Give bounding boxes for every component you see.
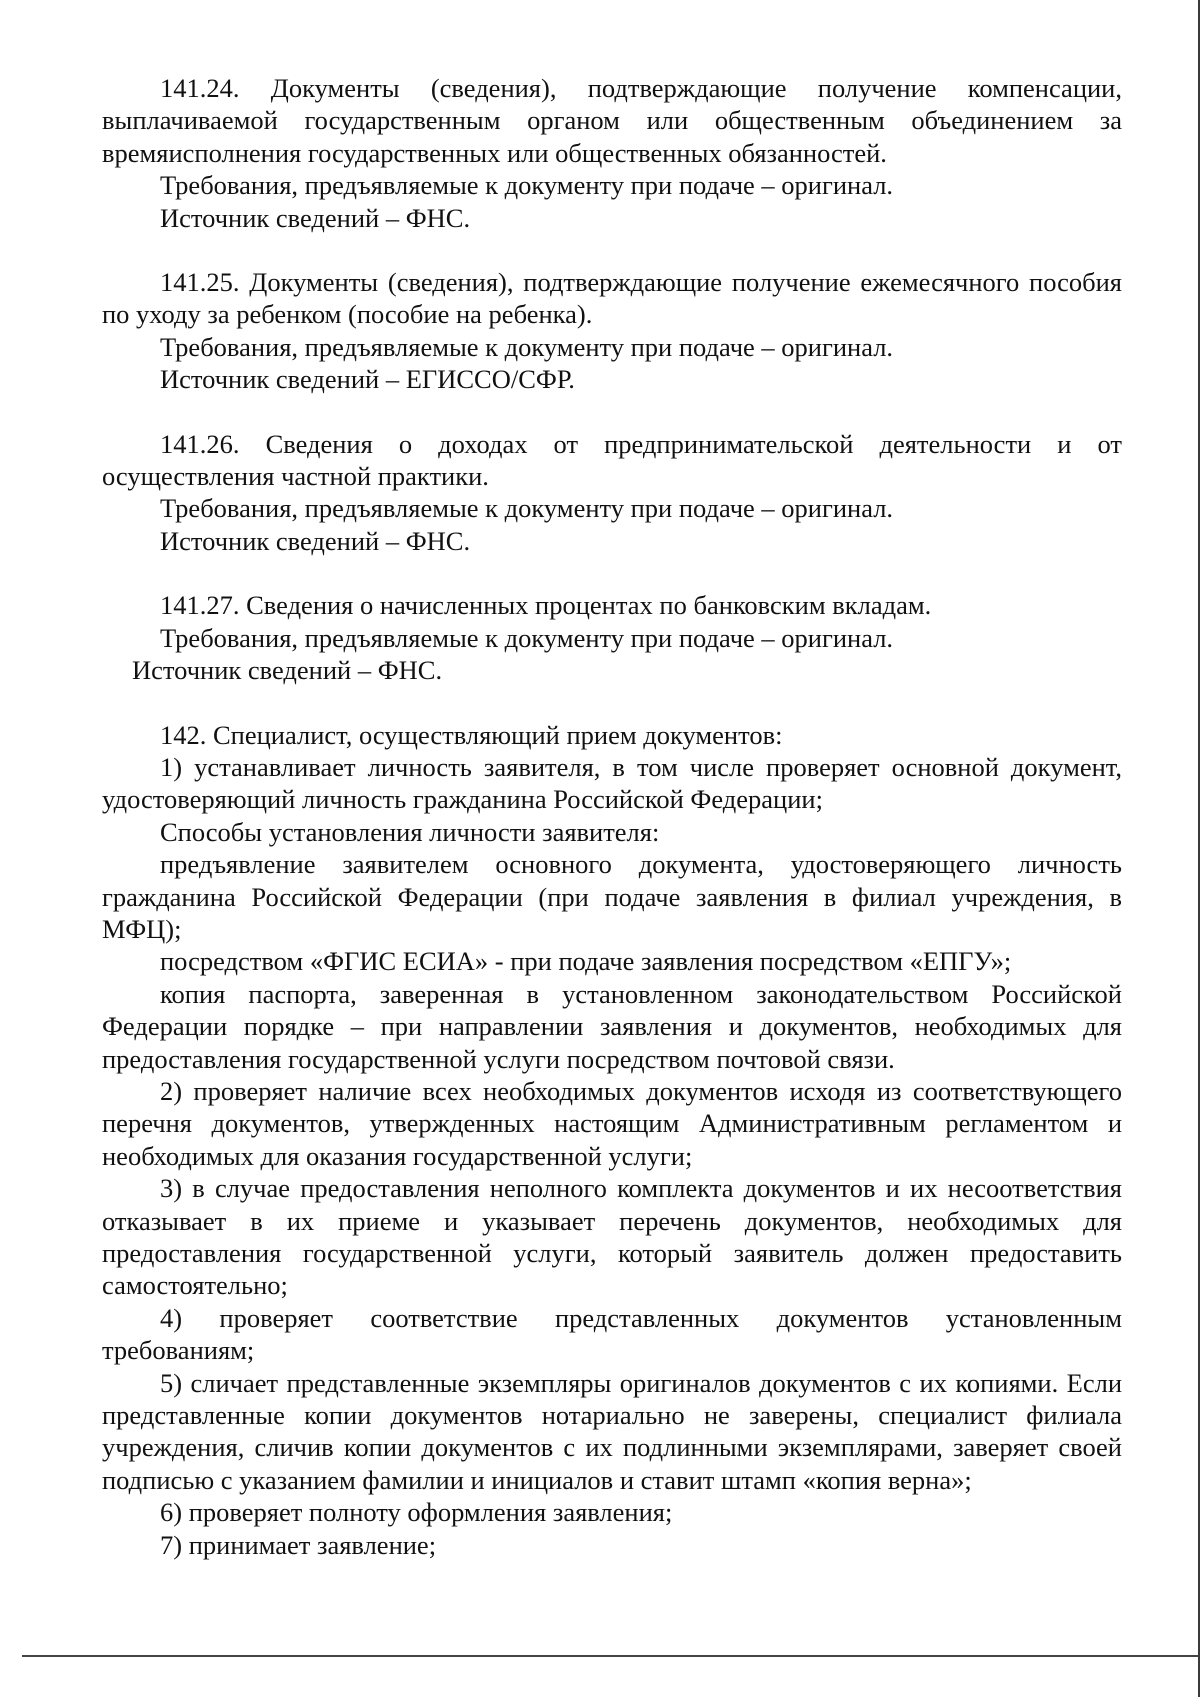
item-heading: 141.27. Сведения о начисленных процентах по банковским вкладам. (160, 590, 932, 621)
list-item: предъявление заявителем основного документа, удостоверяющего личность гражданина Российской Федерации (при подаче заявления в филиал учреждения, в МФЦ); (102, 849, 1122, 944)
section-141-27 (102, 589, 1122, 686)
requirements-text: Требования, предъявляемые к документу при подаче – оригинал. (160, 493, 894, 524)
list-item: 1) устанавливает личность заявителя, в том числе проверяет основной документ, удостоверяющий личность гражданина Российской Федерации; (102, 751, 1122, 815)
list-item: Способы установления личности заявителя: (160, 816, 660, 847)
requirements-text: Требования, предъявляемые к документу при подаче – оригинал. (160, 170, 894, 201)
section-142 (102, 719, 1122, 1562)
section-141-25 (102, 266, 1122, 396)
requirements-text: Требования, предъявляемые к документу при подаче – оригинал. (160, 331, 894, 362)
document-page (102, 72, 1122, 1561)
item-heading: 142. Специалист, осуществляющий прием документов: (160, 719, 783, 750)
list-item: 4) проверяет соответствие представленных документов установленным требованиям; (102, 1302, 1122, 1366)
scan-edge-bottom (22, 1655, 1198, 1657)
item-heading: 141.26. Сведения о доходах от предпринимательской деятельности и от осуществления частной практики. (102, 428, 1122, 492)
source-text: Источник сведений – ФНС. (132, 655, 443, 686)
source-text: Источник сведений – ФНС. (160, 525, 471, 556)
item-heading: 141.25. Документы (сведения), подтверждающие получение ежемесячного пособия по уходу за ребенком (пособие на ребенка). (102, 267, 1122, 330)
list-item: 5) сличает представленные экземпляры оригиналов документов с их копиями. Если представленные копии документов нотариально не заверены, специалист филиала учреждения, сличив копии документов с их подлинными экземплярами, заверяет своей подписью с указанием фамилии и инициалов и ставит штамп «копия верна»; (102, 1367, 1122, 1495)
list-item: 2) проверяет наличие всех необходимых документов исходя из соответствующего перечня документов, утвержденных настоящим Административным регламентом и необходимых для оказания государственной услуги; (102, 1075, 1122, 1171)
item-heading: 141.24. Документы (сведения), подтверждающие получение компенсации, выплачиваемой государственным органом или общественным объединением за времяисполнения государственных или общественных обязанностей. (102, 73, 1122, 168)
source-text: Источник сведений – ЕГИССО/СФР. (160, 364, 575, 395)
list-item: 6) проверяет полноту оформления заявления; (160, 1497, 673, 1528)
source-text: Источник сведений – ФНС. (160, 202, 471, 233)
requirements-text: Требования, предъявляемые к документу при подаче – оригинал. (160, 622, 894, 653)
spacer (102, 396, 1122, 428)
list-item: 3) в случае предоставления неполного комплекта документов и их несоответствия отказывает в их приеме и указывает перечень документов, необходимых для предоставления государственной услуги, который заявитель должен предоставить самостоятельно; (102, 1173, 1122, 1301)
spacer (102, 557, 1122, 589)
list-item: копия паспорта, заверенная в установленном законодательством Российской Федерации порядке – при направлении заявления и документов, необходимых для предоставления государственной услуги посредством почтовой связи. (102, 978, 1122, 1074)
spacer (102, 234, 1122, 266)
list-item: 7) принимает заявление; (160, 1529, 437, 1560)
list-item: посредством «ФГИС ЕСИА» - при подаче заявления посредством «ЕПГУ»; (160, 946, 1012, 977)
spacer (102, 687, 1122, 719)
section-141-24 (102, 72, 1122, 234)
section-141-26 (102, 428, 1122, 558)
